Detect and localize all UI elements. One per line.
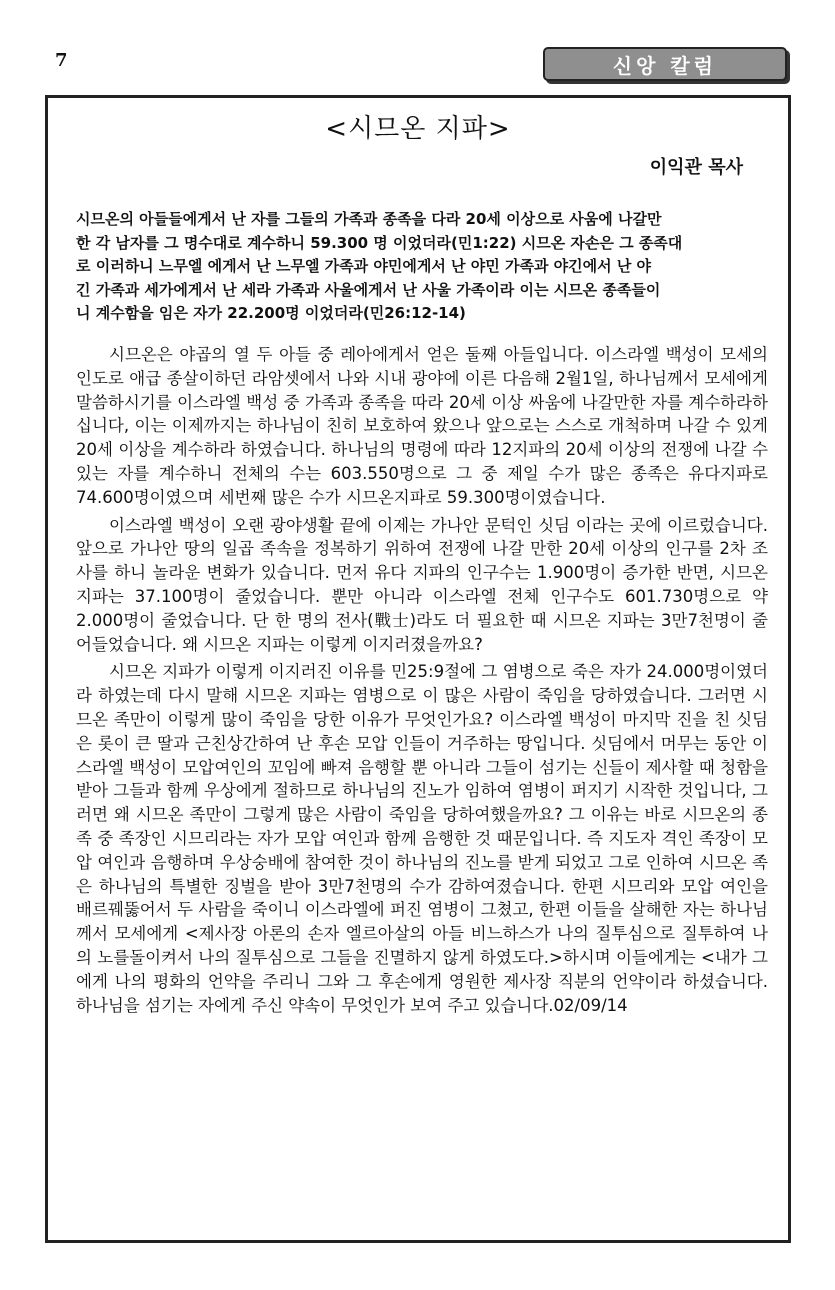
section-tab: [543, 47, 787, 81]
section-label: 신앙 칼럼: [612, 53, 717, 78]
page-number: 7: [55, 50, 68, 71]
article-author: 이익관 목사: [649, 157, 743, 178]
scripture-line: 니 계수함을 임은 자가 22.200명 이었더라(민26:12-14): [76, 304, 466, 322]
scripture-line: 긴 가족과 세가에게서 난 세라 가족과 사울에게서 난 사울 가족이라 이는 시므온 종족들이: [76, 280, 661, 299]
article-frame: [45, 95, 791, 1243]
scripture-line: 시므온의 아들들에게서 난 자를 그들의 가족과 종족을 다라 20세 이상으로 사움에 나갈만: [76, 210, 662, 228]
body-paragraph: 시므온 지파가 이렇게 이지러진 이유를 민25:9절에 그 염병으로 죽은 자가 24.000명이였더라 하였는데 다시 말해 시므온 지파는 염병으로 이 많은 사람이 죽임을 당하였습니다. 그러면 시므온 족만이 이렇게 많이 죽임을 당한 이유가 무엇인가요? 이스라엘 백성이 마지막 진을 친 싯딤은 롯이 큰 딸과 근친상간하여 난 후손 모압 인들이 거주하는 땅입니다. 싯딤에서 머무는 동안 이스라엘 백성이 모압여인의 꼬임에 빠져 음행할 뿐 아니라 그들이 섬기는 신들이 제사할 때 청함을 받아 그들과 함께 우상에게 절하므로 하나님의 진노가 임하여 염병이 퍼지기 시작한 것입니다, 그러면 왜 시므온 족만이 그렇게 많은 사람이 죽임을 당하여했을까요? 그 이유는 바로 시므온의 종족 중 족장인 시므리라는 자가 모압 여인과 함께 음행한 것 때문입니다. 즉 지도자 격인 족장이 모압 여인과 음행하며 우상숭배에 참여한 것이 하나님의 진노를 받게 되었고 그로 인하여 시므온 족은 하나님의 특별한 징벌을 받아 3만7천명의 수가 감하여졌습니다. 한편 시므리와 모압 여인을 배르꿰뚫어서 두 사람을 죽이니 이스라엘에 퍼진 염병이 그쳤고, 한편 이들을 살해한 자는 하나님께서 모세에게 <제사장 아론의 손자 엘르아살의 아들 비느하스가 나의 질투심으로 질투하여 나의 노를돌이켜서 나의 질투심으로 그들을 진멸하지 않게 하였도다.>하시며 이들에게는 <내가 그에게 나의 평화의 언약을 주리니 그와 그 후손에게 영원한 제사장 직분의 언약이라 하셨습니다. 하나님을 섬기는 자에게 주신 약속이 무엇인가 보여 주고 있습니다.02/09/14: [76, 662, 768, 1015]
scripture-line: 로 이러하니 느무엘 에게서 난 느무엘 가족과 야민에게서 난 야민 가족과 야긴에서 난 야: [76, 257, 652, 275]
scripture-quote: [76, 208, 766, 326]
body-paragraph: 시므온은 야곱의 열 두 아들 중 레아에게서 얻은 둘째 아들입니다. 이스라엘 백성이 모세의 인도로 애급 종살이하던 라암셋에서 나와 시내 광야에 이른 다음해 2월1일, 하나님께서 모세에게 말씀하시기를 이스라엘 백성 중 가족과 종족을 따라 20세 이상 싸움에 나갈만한 자를 계수하라하십니다, 이는 이제까지는 하나님이 친히 보호하여 왔으나 앞으로는 스스로 개척하며 나갈 수 있게 20세 이상을 계수하라 하였습니다. 하나님의 명령에 따라 12지파의 20세 이상의 전쟁에 나갈 수 있는 자를 계수하니 전체의 수는 603.550명으로 그 중 제일 수가 많은 종족은 유다지파로 74.600명이였으며 세번째 많은 수가 시므온지파로 59.300명이였습니다.: [76, 345, 768, 507]
article-body: [76, 343, 768, 1021]
scripture-line: 한 각 남자를 그 명수대로 계수하니 59.300 명 이었더라(민1:22) 시므온 자손은 그 종족대: [76, 233, 683, 252]
body-paragraph: 이스라엘 백성이 오랜 광야생활 끝에 이제는 가나안 문턱인 싯딤 이라는 곳에 이르렀습니다. 앞으로 가나안 땅의 일곱 족속을 정복하기 위하여 전쟁에 나갈 만한 20세 이상의 인구를 2차 조사를 하니 놀라운 변화가 있습니다. 먼저 유다 지파의 인구수는 1.900명이 증가한 반면, 시므온지파는 37.100명이 줄었습니다. 뿐만 아니라 이스라엘 전체 인구수도 601.730명으로 약 2.000명이 줄었습니다. 단 한 명의 전사(戰士)라도 더 필요한 때 시므온 지파는 3만7천명이 줄어들었습니다. 왜 시므온 지파는 이렇게 이지러졌을까요?: [76, 515, 768, 654]
article-title: <시므온 지파>: [325, 114, 511, 144]
